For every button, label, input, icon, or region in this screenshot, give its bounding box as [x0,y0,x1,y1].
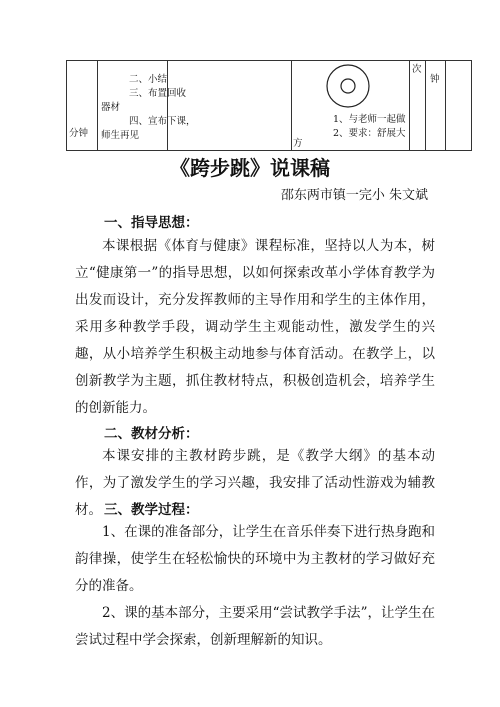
table-divider [97,61,98,150]
page-title: 《跨步跳》说课稿 [170,156,330,180]
author-line: 邵东两市镇一完小 朱文斌 [280,188,428,203]
paragraph-guiding: 本课根据《体育与健康》课程标准，坚持以人为本，树立“健康第一”的指导思想，以如何探索改革小学体育教学为出发而设计，充分发挥教师的主导作用和学生的主体作用，采用多种教学手段，调动学生主观能动性，激发学生的兴趣，从小培养学生积极主动地参与体育活动。在教学上，以创新教学为主题，抓住教材特点，积极创造机会，培养学生的创新能力。 [75,238,435,416]
section-heading-material: 二、教材分析： [104,426,199,442]
table-cell-minutes: 分钟 [69,128,89,139]
table-divider [167,61,168,150]
table-cell-line: 二、小结 [129,74,168,85]
table-cell-line: 师生再见 [101,130,140,141]
table-cell-count: 次 [412,64,422,75]
section-heading-guiding: 一、指导思想： [104,215,199,231]
lesson-plan-table [66,60,472,151]
table-cell-line: 1、与老师一起做 [333,114,406,125]
paragraph-material: 本课安排的主教材跨步跳，是《教学大纲》的基本动作，为了激发学生的学习兴趣，我安排了活动性游戏为辅教材。 [75,448,435,518]
table-cell-unit: 钟 [430,74,440,85]
paragraph-process-2: 2、课的基本部分，主要采用“尝试教学手法”，让学生在尝试过程中学会探索，创新理解新的知识。 [75,605,435,648]
table-cell-line: 器材 [101,102,121,113]
table-cell-line: 四、宣布下课， [129,116,196,127]
disc-diagram-icon [325,63,371,109]
paragraph-process-1: 1、在课的准备部分，让学生在音乐伴奏下进行热身跑和韵律操，使学生在轻松愉快的环境中为主教材的学习做好充分的准备。 [75,524,435,594]
section-heading-process: 三、教学过程： [104,502,199,518]
table-divider [445,61,446,150]
table-divider [425,61,426,150]
table-divider [291,61,292,150]
table-cell-line: 三、布置回收 [129,88,187,99]
table-cell-line: 2、要求：舒展大 [333,128,406,139]
table-divider [409,61,410,150]
table-cell-line: 方 [293,138,303,149]
